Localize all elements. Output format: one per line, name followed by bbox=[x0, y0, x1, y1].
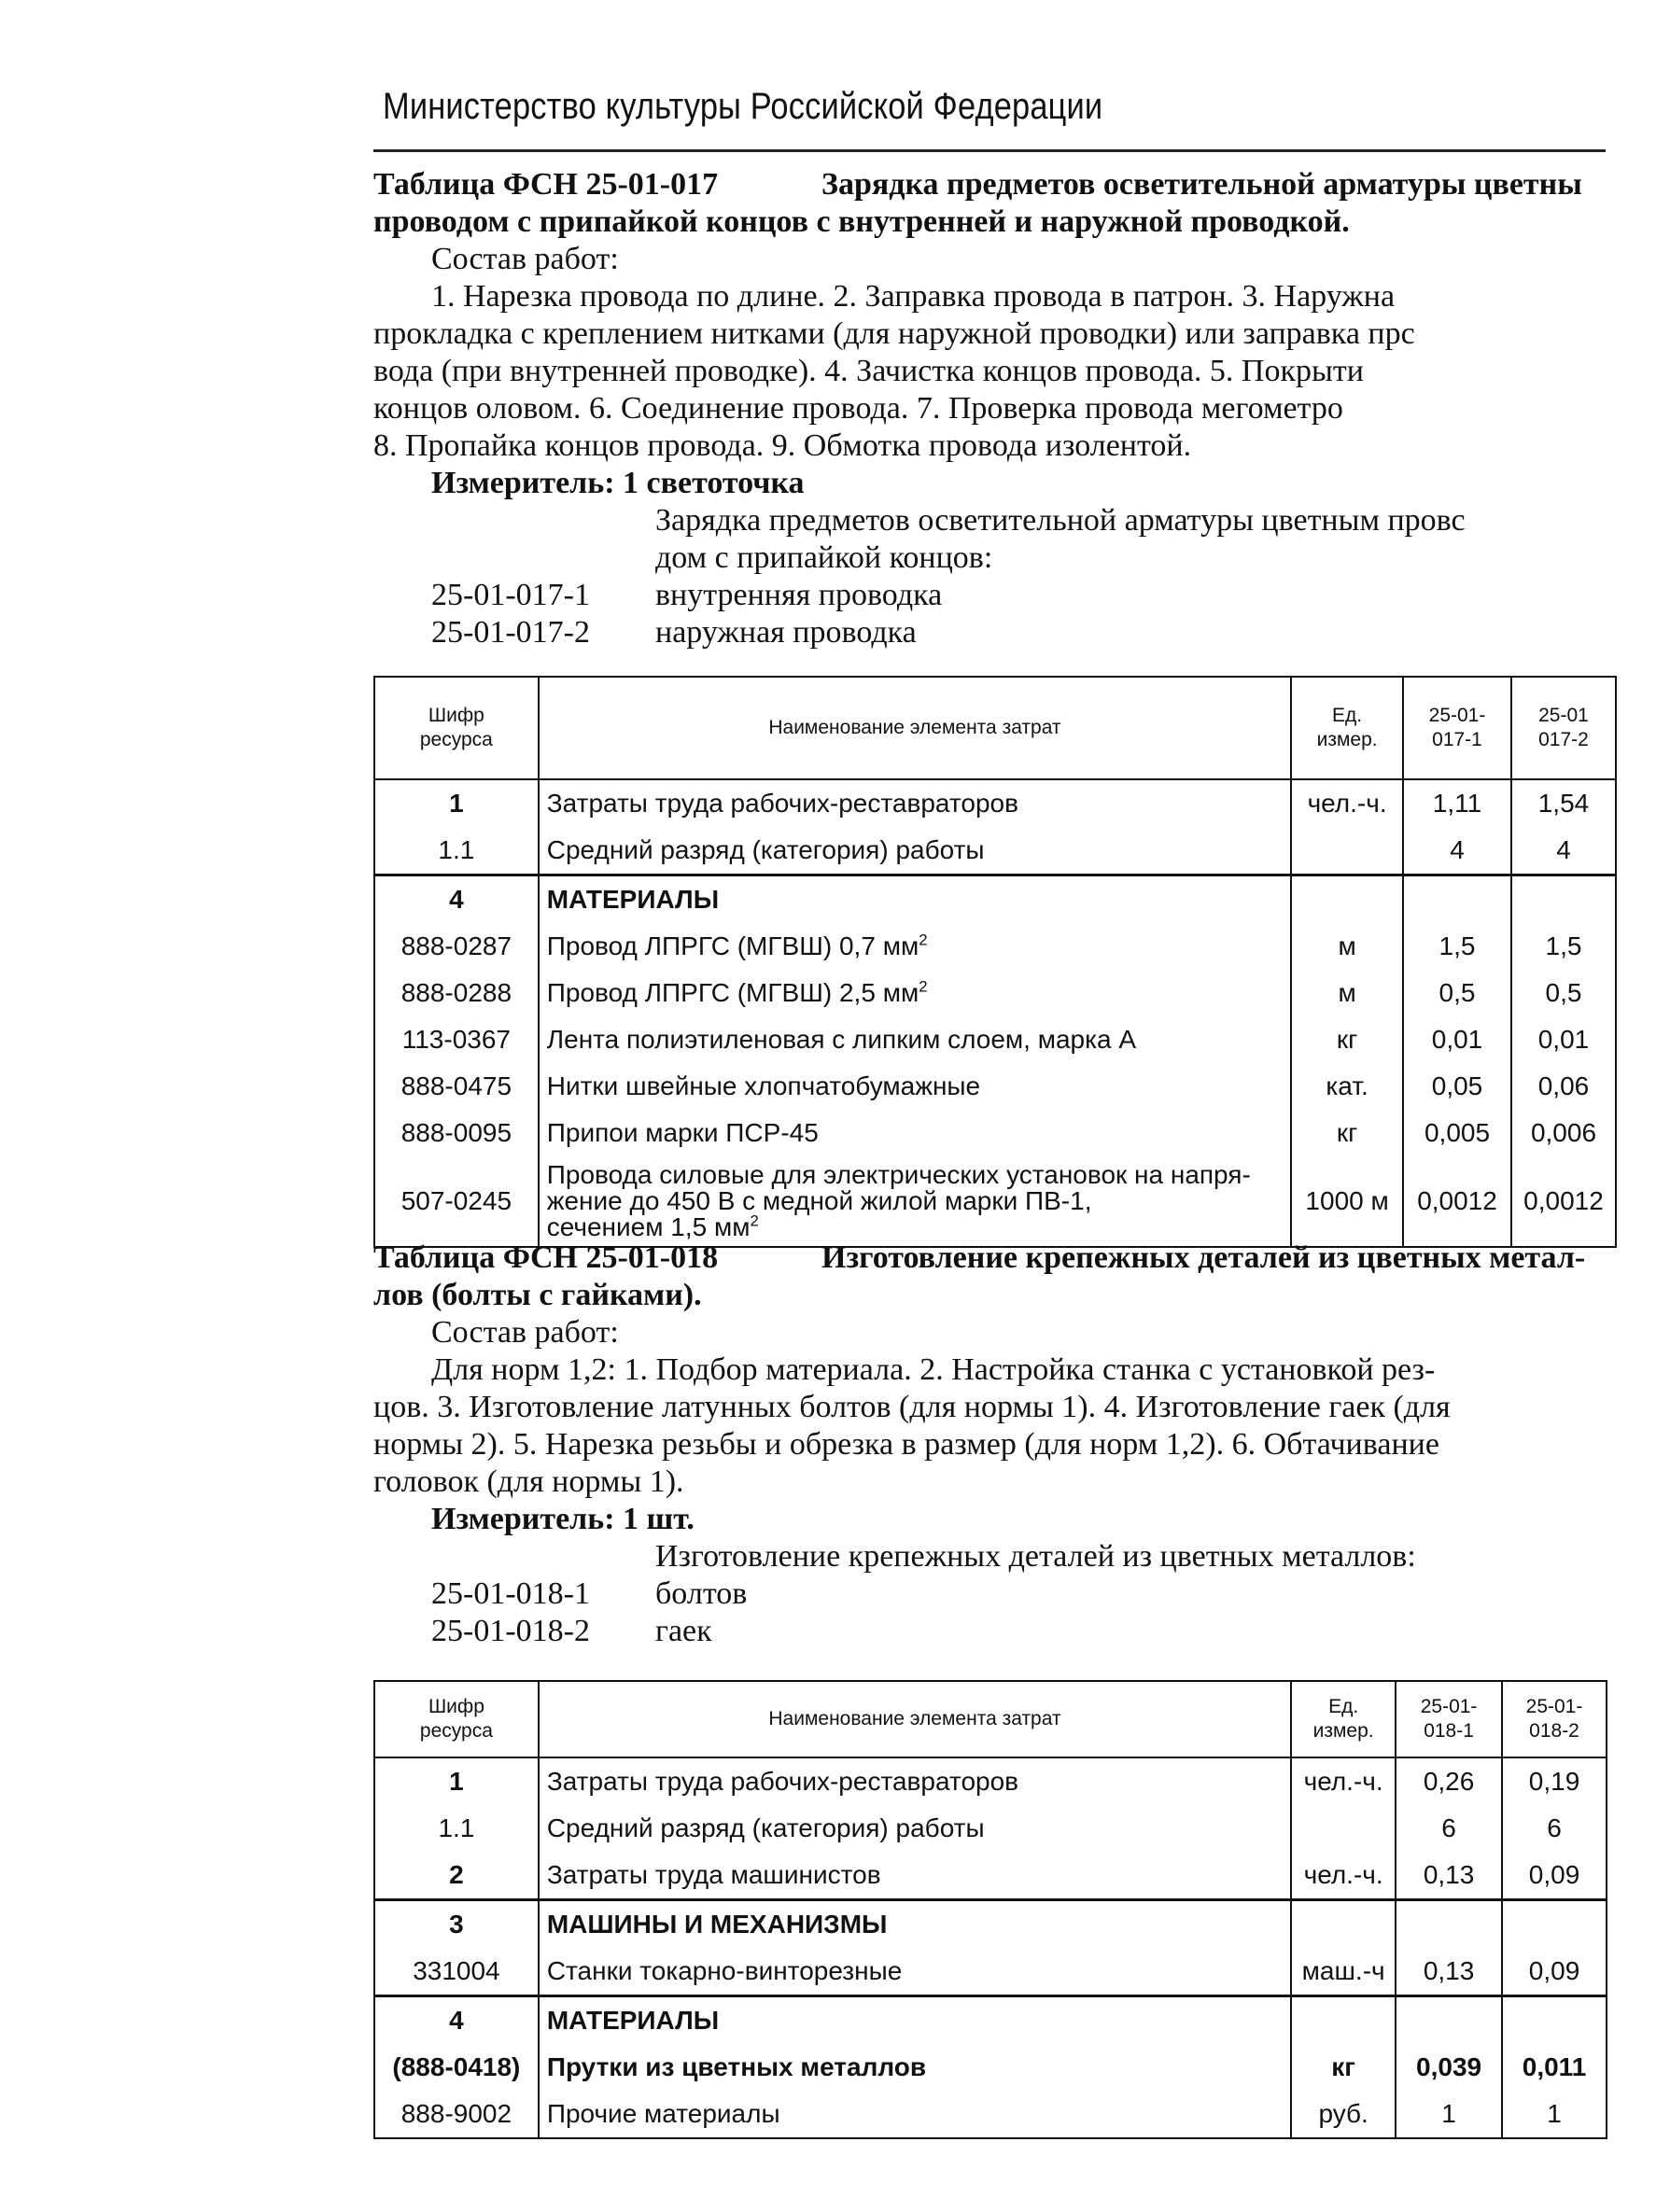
cell-cost-item-name: Затраты труда рабочих-реставраторов bbox=[539, 779, 1291, 827]
table-row bbox=[374, 1948, 1607, 1996]
cell-cost-item-name: Затраты труда машинистов bbox=[539, 1852, 1291, 1900]
table-017-title-line1: Зарядка предметов осветительной арматуры цветны bbox=[821, 167, 1582, 202]
cell-norm2-value bbox=[1511, 875, 1616, 924]
norm-code: 25-01-017-1 bbox=[431, 578, 590, 612]
meter: Измеритель: 1 светоточка bbox=[431, 466, 805, 500]
cell-unit bbox=[1291, 875, 1403, 924]
cell-norm2-value: 0,011 bbox=[1502, 2044, 1607, 2091]
cell-unit: руб. bbox=[1291, 2091, 1396, 2138]
cell-unit: м bbox=[1291, 923, 1403, 970]
cell-norm1-value bbox=[1403, 875, 1511, 924]
cell-resource-code: 4 bbox=[374, 875, 539, 924]
cell-norm2-value bbox=[1502, 1900, 1607, 1949]
cell-norm1-value: 0,26 bbox=[1396, 1757, 1502, 1805]
cell-resource-code: 113-0367 bbox=[374, 1016, 539, 1063]
cell-norm1-value: 4 bbox=[1403, 827, 1511, 875]
table-row bbox=[374, 970, 1616, 1016]
cell-resource-code: 888-0287 bbox=[374, 923, 539, 970]
norm-code: 25-01-017-2 bbox=[431, 615, 590, 650]
resource-table-018 bbox=[373, 1680, 1607, 2139]
cell-cost-item-name: МАТЕРИАЛЫ bbox=[539, 1996, 1291, 2045]
cell-resource-code: 888-0095 bbox=[374, 1110, 539, 1156]
cell-norm1-value: 1,5 bbox=[1403, 923, 1511, 970]
table-row bbox=[374, 2091, 1607, 2138]
cell-cost-item-name: Нитки швейные хлопчатобумажные bbox=[539, 1063, 1291, 1110]
cell-cost-item-name: Припои марки ПСР-45 bbox=[539, 1110, 1291, 1156]
cell-norm1-value: 0,005 bbox=[1403, 1110, 1511, 1156]
composition-line: 8. Пропайка концов провода. 9. Обмотка провода изолентой. bbox=[373, 428, 1192, 463]
composition-line: цов. 3. Изготовление латунных болтов (для нормы 1). 4. Изготовление гаек (для bbox=[373, 1390, 1451, 1424]
cell-unit bbox=[1291, 1996, 1396, 2045]
table-row bbox=[374, 1852, 1607, 1900]
table-row bbox=[374, 1900, 1607, 1949]
norm-desc: болтов bbox=[655, 1576, 748, 1611]
cell-unit: чел.-ч. bbox=[1291, 1757, 1396, 1805]
table-018-title bbox=[373, 1239, 1606, 1277]
meter: Измеритель: 1 шт. bbox=[431, 1502, 695, 1536]
cell-cost-item-name: Средний разряд (категория) работы bbox=[539, 827, 1291, 875]
cell-norm2-value: 0,09 bbox=[1502, 1948, 1607, 1996]
cell-resource-code: 331004 bbox=[374, 1948, 539, 1996]
cell-norm2-value: 4 bbox=[1511, 827, 1616, 875]
cell-cost-item-name: МАТЕРИАЛЫ bbox=[539, 875, 1291, 924]
col-header-unit: Ед. измер. bbox=[1291, 1681, 1396, 1757]
cell-norm1-value: 0,05 bbox=[1403, 1063, 1511, 1110]
cell-norm2-value: 0,5 bbox=[1511, 970, 1616, 1016]
cell-unit bbox=[1291, 1900, 1396, 1949]
norm-code: 25-01-018-2 bbox=[431, 1614, 590, 1648]
cell-resource-code: 1 bbox=[374, 1757, 539, 1805]
cell-cost-item-name: Провод ЛПРГС (МГВШ) 2,5 $мм^2$ bbox=[539, 970, 1291, 1016]
table-017-title-line2: проводом с припайкой концов с внутренней и наружной проводкой. bbox=[373, 204, 1350, 239]
cell-resource-code: 507-0245 bbox=[374, 1156, 539, 1247]
col-header-code: Шифр ресурса bbox=[374, 1681, 539, 1757]
table-017-code: Таблица ФСН 25-01-017 bbox=[373, 167, 719, 202]
table-row bbox=[374, 1805, 1607, 1852]
cell-norm2-value: 0,006 bbox=[1511, 1110, 1616, 1156]
cell-norm2-value: 0,09 bbox=[1502, 1852, 1607, 1900]
table-row bbox=[374, 1757, 1607, 1805]
composition-line: прокладка с креплением нитками (для наружной проводки) или заправка прс bbox=[373, 316, 1415, 351]
norm-header: Зарядка предметов осветительной арматуры цветным провс bbox=[655, 503, 1466, 538]
cell-norm2-value: 1,5 bbox=[1511, 923, 1616, 970]
composition-label: Состав работ: bbox=[431, 1315, 619, 1350]
col-header-name: Наименование элемента затрат bbox=[539, 1681, 1291, 1757]
cell-resource-code: 4 bbox=[374, 1996, 539, 2045]
norm-code: 25-01-018-1 bbox=[431, 1576, 590, 1611]
header-divider bbox=[373, 149, 1606, 152]
table-018-code: Таблица ФСН 25-01-018 bbox=[373, 1240, 719, 1275]
section-017 bbox=[373, 166, 1606, 651]
col-header-norm1: 25-01- 018-1 bbox=[1396, 1681, 1502, 1757]
col-header-norm1: 25-01- 017-1 bbox=[1403, 677, 1511, 779]
table-row bbox=[374, 827, 1616, 875]
table-018-title-line1: Изготовление крепежных деталей из цветных метал- bbox=[821, 1240, 1586, 1275]
col-header-norm2: 25-01 017-2 bbox=[1511, 677, 1616, 779]
table-row bbox=[374, 923, 1616, 970]
composition-line: Для норм 1,2: 1. Подбор материала. 2. Настройка станка с установкой рез- bbox=[431, 1352, 1436, 1387]
table-header-row bbox=[374, 1681, 1607, 1757]
col-header-unit: Ед. измер. bbox=[1291, 677, 1403, 779]
cell-norm2-value: 0,06 bbox=[1511, 1063, 1616, 1110]
cell-cost-item-name: Средний разряд (категория) работы bbox=[539, 1805, 1291, 1852]
cell-norm2-value bbox=[1502, 1996, 1607, 2045]
cell-unit: маш.-ч bbox=[1291, 1948, 1396, 1996]
norm-header: Изготовление крепежных деталей из цветных металлов: bbox=[655, 1539, 1416, 1574]
norm-header: дом с припайкой концов: bbox=[655, 540, 993, 575]
composition-line: 1. Нарезка провода по длине. 2. Заправка провода в патрон. 3. Наружна bbox=[431, 279, 1396, 314]
table-018-title-line2: лов (болты с гайками). bbox=[373, 1278, 702, 1312]
cell-unit bbox=[1291, 1805, 1396, 1852]
cell-norm1-value: 0,0012 bbox=[1403, 1156, 1511, 1247]
table-row bbox=[374, 1996, 1607, 2045]
cell-cost-item-name: Лента полиэтиленовая с липким слоем, марка А bbox=[539, 1016, 1291, 1063]
cell-unit: кг bbox=[1291, 1016, 1403, 1063]
norm-desc: внутренняя проводка bbox=[655, 578, 943, 612]
norm-row bbox=[373, 614, 1606, 651]
norm-row bbox=[373, 1575, 1606, 1613]
cell-resource-code: 1 bbox=[374, 779, 539, 827]
table-017-title bbox=[373, 166, 1606, 203]
cell-cost-item-name: Провод ЛПРГС (МГВШ) 0,7 $мм^2$ bbox=[539, 923, 1291, 970]
cell-cost-item-name: Станки токарно-винторезные bbox=[539, 1948, 1291, 1996]
norm-row bbox=[373, 577, 1606, 614]
cell-resource-code: 1.1 bbox=[374, 827, 539, 875]
cell-norm2-value: 0,0012 bbox=[1511, 1156, 1616, 1247]
cell-unit: чел.-ч. bbox=[1291, 779, 1403, 827]
cell-norm1-value: 0,5 bbox=[1403, 970, 1511, 1016]
cell-unit: 1000 м bbox=[1291, 1156, 1403, 1247]
cell-resource-code: 888-9002 bbox=[374, 2091, 539, 2138]
composition-line: вода (при внутренней проводке). 4. Зачистка концов провода. 5. Покрыти bbox=[373, 354, 1364, 388]
cell-norm1-value: 0,13 bbox=[1396, 1948, 1502, 1996]
cell-norm1-value: 0,13 bbox=[1396, 1852, 1502, 1900]
table-row bbox=[374, 1156, 1616, 1247]
cell-unit: кг bbox=[1291, 1110, 1403, 1156]
cell-resource-code: (888-0418) bbox=[374, 2044, 539, 2091]
composition-label: Состав работ: bbox=[431, 242, 619, 276]
cell-resource-code: 888-0475 bbox=[374, 1063, 539, 1110]
cell-norm1-value: 6 bbox=[1396, 1805, 1502, 1852]
cell-resource-code: 1.1 bbox=[374, 1805, 539, 1852]
table-row bbox=[374, 779, 1616, 827]
ministry-header: Министерство культуры Российской Федерации bbox=[383, 86, 1103, 127]
col-header-name: Наименование элемента затрат bbox=[539, 677, 1291, 779]
table-row bbox=[374, 1110, 1616, 1156]
cell-norm1-value: 1 bbox=[1396, 2091, 1502, 2138]
col-header-code: Шифр ресурса bbox=[374, 677, 539, 779]
cell-cost-item-name: Прочие материалы bbox=[539, 2091, 1291, 2138]
cell-unit: чел.-ч. bbox=[1291, 1852, 1396, 1900]
cell-unit: кг bbox=[1291, 2044, 1396, 2091]
cell-norm2-value: 0,01 bbox=[1511, 1016, 1616, 1063]
cell-norm1-value: 0,01 bbox=[1403, 1016, 1511, 1063]
cell-cost-item-name: Прутки из цветных металлов bbox=[539, 2044, 1291, 2091]
cell-cost-item-name: МАШИНЫ И МЕХАНИЗМЫ bbox=[539, 1900, 1291, 1949]
cell-cost-item-name: Затраты труда рабочих-реставраторов bbox=[539, 1757, 1291, 1805]
cell-unit bbox=[1291, 827, 1403, 875]
cell-norm2-value: 1,54 bbox=[1511, 779, 1616, 827]
cell-unit: м bbox=[1291, 970, 1403, 1016]
cell-norm1-value: 0,039 bbox=[1396, 2044, 1502, 2091]
cell-cost-item-name: Провода силовые для электрических установок на напря- жение до 450 В с медной жилой марки ПВ-1, сечением 1,5 $мм^2$ bbox=[539, 1156, 1291, 1247]
composition-line: концов оловом. 6. Соединение провода. 7. Проверка провода мегометро bbox=[373, 391, 1343, 426]
norm-desc: гаек bbox=[655, 1614, 712, 1648]
norm-desc: наружная проводка bbox=[655, 615, 917, 650]
table-row bbox=[374, 1016, 1616, 1063]
cell-resource-code: 888-0288 bbox=[374, 970, 539, 1016]
composition-line: нормы 2). 5. Нарезка резьбы и обрезка в размер (для норм 1,2). 6. Обтачивание bbox=[373, 1427, 1439, 1462]
cell-resource-code: 3 bbox=[374, 1900, 539, 1949]
cell-norm1-value bbox=[1396, 1900, 1502, 1949]
table-header-row bbox=[374, 677, 1616, 779]
cell-norm2-value: 6 bbox=[1502, 1805, 1607, 1852]
table-row bbox=[374, 1063, 1616, 1110]
table-row bbox=[374, 875, 1616, 924]
norm-row bbox=[373, 1613, 1606, 1650]
cell-norm2-value: 0,19 bbox=[1502, 1757, 1607, 1805]
cell-unit: кат. bbox=[1291, 1063, 1403, 1110]
section-018 bbox=[373, 1239, 1606, 1650]
resource-table-017 bbox=[373, 676, 1617, 1248]
col-header-norm2: 25-01- 018-2 bbox=[1502, 1681, 1607, 1757]
cell-norm1-value bbox=[1396, 1996, 1502, 2045]
cell-resource-code: 2 bbox=[374, 1852, 539, 1900]
cell-norm2-value: 1 bbox=[1502, 2091, 1607, 2138]
cell-norm1-value: 1,11 bbox=[1403, 779, 1511, 827]
table-row bbox=[374, 2044, 1607, 2091]
composition-line: головок (для нормы 1). bbox=[373, 1464, 684, 1499]
